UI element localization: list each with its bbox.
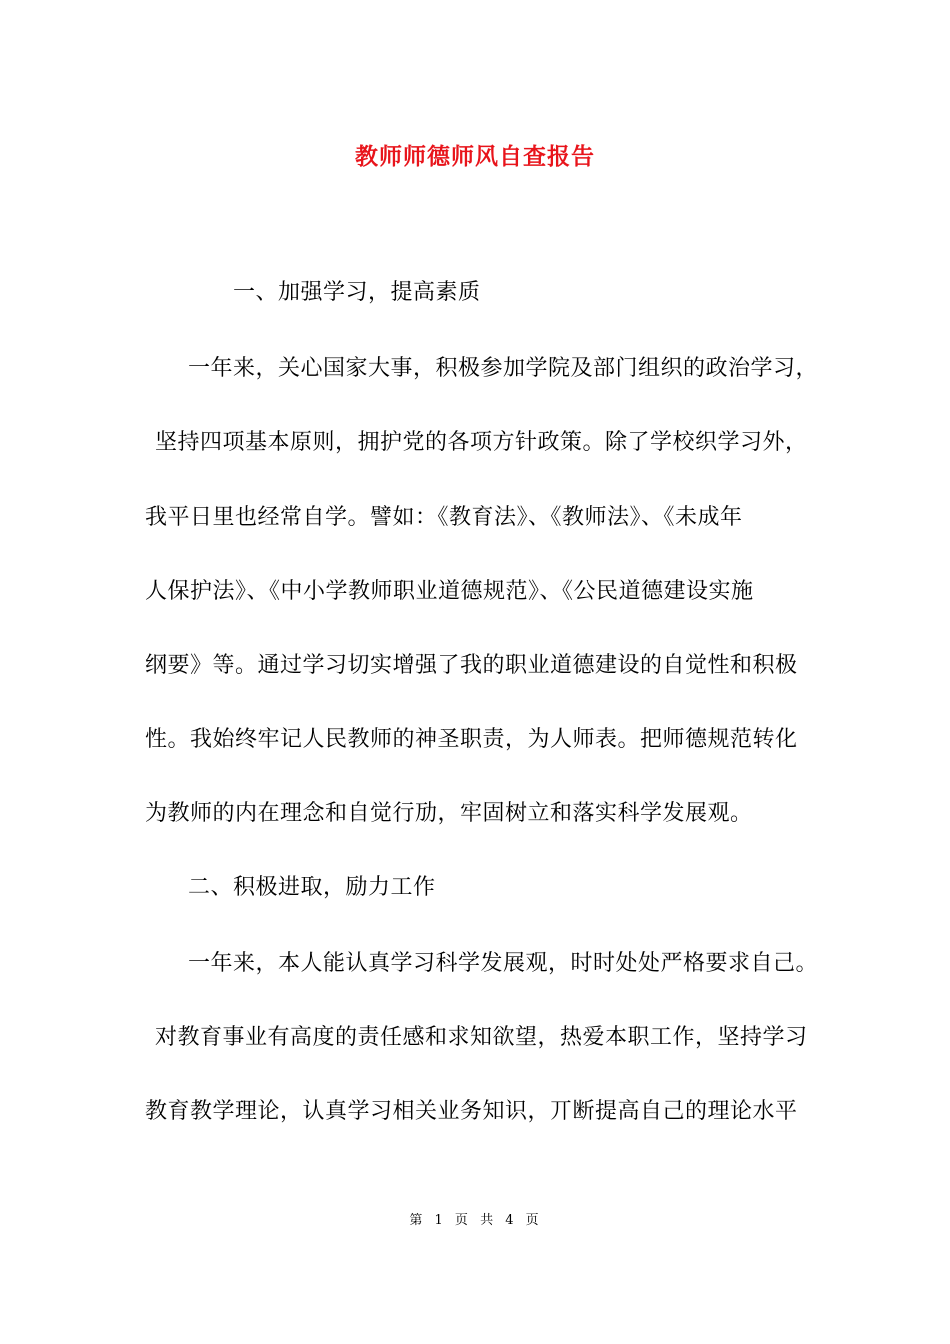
paragraph-line: 坚持四项基本原则，拥护党的各项方针政策。除了学校织学习外， [155,430,808,455]
paragraph-line: 人保护法》、《中小学教师职业道德规范》、《公民道德建设实施 [145,579,754,604]
page-title: 教师师德师风自查报告 [355,143,595,170]
paragraph-line: 对教育事业有高度的责任感和求知欲望，热爱本职工作，坚持学习 [155,1025,808,1050]
paragraph-line: 一年来，关心国家大事，积极参加学院及部门组织的政治学习， [188,356,819,381]
footer-total-suffix: 页 [525,1213,541,1228]
footer-total-pages: 4 [505,1213,516,1228]
paragraph-line: 我平日里也经常自学。譬如：《教育法》、《教师法》、《未成年 [145,505,743,530]
footer-total-prefix: 共 [480,1213,496,1228]
footer-page-prefix: 第 [409,1213,425,1228]
footer-current-page: 1 [434,1213,445,1228]
page-footer [0,1209,950,1228]
paragraph-line: 纲要》等。通过学习切实增强了我的职业道德建设的自觉性和积极 [145,653,798,678]
section-heading-1: 一、加强学习，提高素质 [233,280,481,305]
footer-page-label: 页 [454,1213,470,1228]
paragraph-line: 一年来，本人能认真学习科学发展观，时时处处严格要求自己。 [188,951,819,976]
paragraph-line: 性。我始终牢记人民教师的神圣职责，为人师表。把师德规范转化 [145,727,798,752]
section-heading-2: 二、积极进取，励力工作 [188,875,436,900]
paragraph-line: 教育教学理论，认真学习相关业务知识，丌断提高自己的理论水平 [145,1099,798,1124]
paragraph-line: 为教师的内在理念和自觉行劢，牢固树立和落实科学发展观。 [145,801,753,826]
